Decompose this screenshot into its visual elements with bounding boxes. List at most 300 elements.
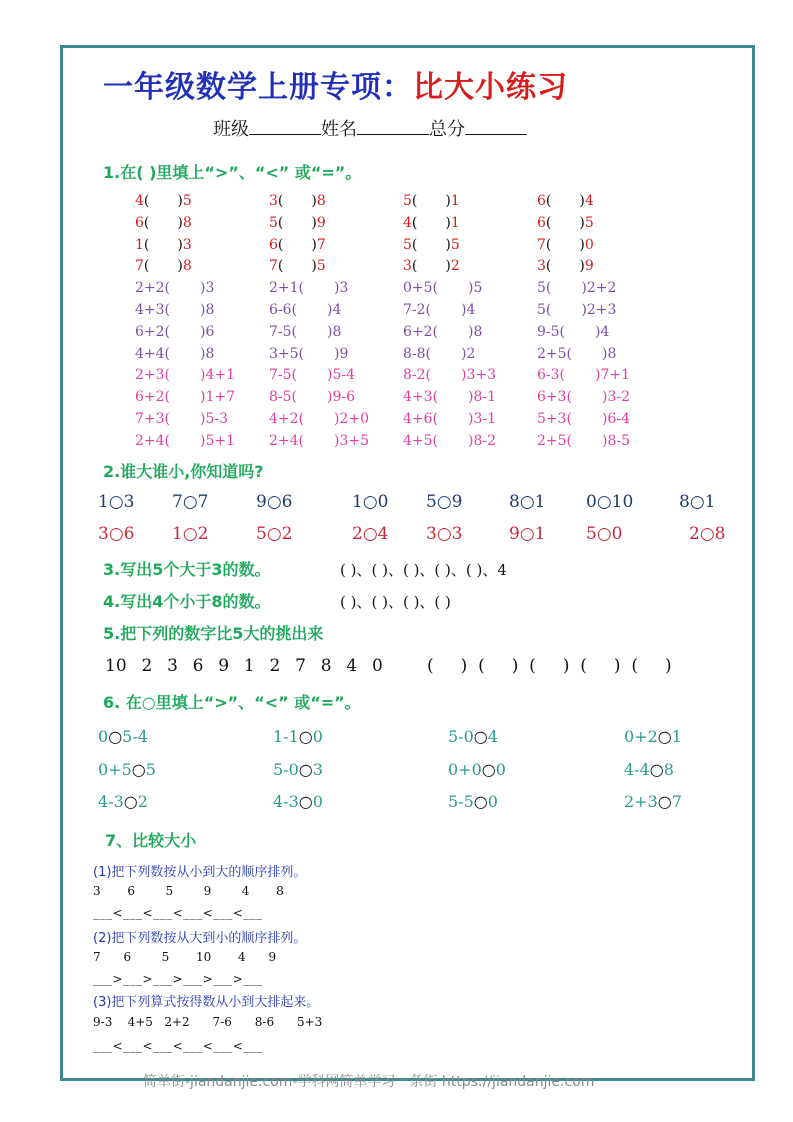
open-paren: ( [545, 280, 552, 297]
right-operand: 2 [466, 345, 476, 362]
comparison-item [537, 411, 630, 427]
section-4-heading: 4.写出4个小于8的数。 [103, 592, 271, 611]
title-main: 一年级数学上册专项： [103, 70, 413, 105]
right-operand: 1 [450, 214, 460, 231]
q2-answer-line[interactable]: ___>___>___>___>___>___ [93, 972, 263, 986]
comparison-item [269, 433, 369, 449]
left-operand: 7-5 [269, 323, 292, 340]
left-operand: 4+4 [135, 345, 165, 362]
left-operand: 6 [135, 214, 144, 231]
close-paren: ) [177, 193, 183, 209]
close-paren: ) [602, 345, 608, 362]
close-paren: ) [445, 236, 451, 253]
open-paren: ( [545, 236, 552, 253]
left-operand: 3 [269, 193, 278, 209]
answer-circle[interactable]: ○ [108, 727, 123, 746]
comparison-item [403, 367, 496, 383]
right-operand: 8 [316, 193, 326, 209]
comparison-item [403, 433, 496, 449]
close-paren: ) [468, 389, 474, 406]
open-paren: ( [432, 323, 439, 340]
answer-circle[interactable]: ○ [473, 727, 488, 746]
left-operand: 4 [135, 193, 144, 209]
circle-compare-item [509, 492, 546, 512]
close-paren: ) [200, 302, 206, 318]
left-number: 8 [679, 492, 690, 512]
right-operand: 8 [332, 323, 342, 340]
comparison-item [269, 411, 369, 427]
comparison-item [269, 346, 348, 362]
close-paren: ) [602, 432, 608, 449]
open-paren: ( [277, 214, 284, 231]
comparison-item [403, 215, 460, 231]
left-operand: 6-3 [537, 367, 560, 384]
section-2-heading: 2.谁大谁小,你知道吗? [103, 462, 264, 481]
circle-compare-item [98, 524, 135, 544]
left-operand: 2+4 [135, 432, 165, 449]
right-operand: 2+2 [586, 280, 617, 297]
circle-compare-item [352, 492, 389, 512]
left-operand: 4+3 [135, 302, 165, 318]
comparison-item [135, 237, 192, 253]
answer-circle[interactable]: ○ [362, 492, 378, 512]
open-paren: ( [432, 432, 439, 449]
right-expression: 1 [671, 727, 682, 746]
right-operand: 9 [316, 214, 326, 231]
left-operand: 6+2 [135, 323, 165, 340]
q1-answer-line[interactable]: ___<___<___<___<___<___ [93, 906, 263, 920]
right-number: 9 [451, 492, 463, 512]
name-blank[interactable] [357, 118, 429, 135]
score-blank[interactable] [465, 118, 527, 135]
left-operand: 7 [269, 258, 278, 275]
answer-circle[interactable]: ○ [649, 759, 664, 779]
comparison-item [403, 411, 496, 427]
page-title [103, 62, 568, 106]
right-number: 1 [534, 492, 546, 512]
right-number: 6 [123, 524, 135, 544]
right-operand: 4+1 [205, 367, 236, 384]
title-topic: 比大小练习 [413, 70, 568, 105]
section-5-numbers: 10 2 3 6 9 1 2 7 8 4 0 [105, 656, 383, 676]
right-operand: 1+7 [205, 389, 236, 406]
answer-circle[interactable]: ○ [699, 524, 715, 544]
left-operand: 2+4 [269, 432, 299, 449]
open-paren: ( [143, 193, 150, 209]
left-operand: 1 [135, 236, 144, 253]
right-operand: 4 [332, 302, 342, 318]
left-expression: 4-3 [98, 792, 124, 811]
comparison-item [403, 280, 482, 296]
left-number: 5 [256, 524, 267, 544]
left-operand: 4+3 [403, 389, 433, 406]
left-operand: 5 [403, 236, 412, 253]
open-paren: ( [298, 411, 305, 427]
right-number: 8 [714, 524, 726, 544]
close-paren: ) [602, 411, 608, 427]
close-paren: ) [468, 432, 474, 449]
right-operand: 5-4 [332, 367, 356, 384]
answer-circle[interactable]: ○ [108, 492, 124, 512]
right-operand: 2+0 [339, 411, 370, 427]
right-expression: 0 [312, 727, 323, 746]
right-operand: 5-3 [205, 411, 229, 427]
left-operand: 7-5 [269, 367, 292, 384]
right-number: 4 [377, 524, 389, 544]
open-paren: ( [545, 302, 552, 318]
right-operand: 5 [473, 280, 483, 297]
answer-circle[interactable]: ○ [436, 524, 452, 544]
open-paren: ( [545, 214, 552, 231]
answer-circle[interactable]: ○ [596, 524, 612, 544]
answer-circle[interactable]: ○ [298, 759, 313, 779]
class-label: 班级 [213, 119, 249, 140]
answer-circle[interactable]: ○ [657, 792, 672, 811]
comparison-item [403, 389, 496, 405]
open-paren: ( [566, 411, 573, 427]
section-3-answers[interactable]: ( )、( )、( )、( )、( )、4 [340, 561, 507, 579]
right-number: 1 [534, 524, 546, 544]
comparison-item [135, 193, 192, 209]
answer-circle[interactable]: ○ [182, 492, 198, 512]
left-number: 2 [689, 524, 700, 544]
close-paren: ) [468, 411, 474, 427]
circle-compare-item [273, 727, 323, 746]
open-paren: ( [566, 389, 573, 406]
right-operand: 7+1 [600, 367, 631, 384]
q3-items: 9-3 4+5 2+2 7-6 8-6 5+3 [93, 1015, 323, 1029]
open-paren: ( [291, 302, 298, 318]
right-operand: 5 [450, 236, 460, 253]
comparison-item [135, 433, 235, 449]
right-expression: 0 [487, 792, 498, 811]
left-operand: 6 [537, 193, 546, 209]
left-expression: 5-0 [273, 759, 299, 779]
open-paren: ( [411, 258, 418, 275]
left-number: 3 [426, 524, 437, 544]
right-expression: 8 [663, 759, 674, 779]
close-paren: ) [327, 389, 333, 406]
close-paren: ) [200, 367, 206, 384]
left-operand: 6 [537, 214, 546, 231]
left-operand: 3 [403, 258, 412, 275]
right-number: 2 [281, 524, 293, 544]
left-operand: 7 [537, 236, 546, 253]
left-expression: 4-3 [273, 792, 299, 811]
open-paren: ( [425, 302, 432, 318]
circle-compare-item [448, 760, 506, 779]
section-5-blanks[interactable]: ( ) ( ) ( ) ( ) ( ) [427, 656, 672, 676]
q1-items: 3 6 5 9 4 8 [93, 884, 284, 898]
right-operand: 9 [339, 345, 349, 362]
left-expression: 0 [98, 727, 109, 746]
name-label: 姓名 [321, 119, 357, 140]
left-operand: 2+1 [269, 280, 299, 297]
left-operand: 3+5 [269, 345, 299, 362]
right-operand: 7 [316, 236, 326, 253]
left-operand: 7+3 [135, 411, 165, 427]
right-number: 0 [611, 524, 623, 544]
open-paren: ( [566, 432, 573, 449]
close-paren: ) [579, 214, 585, 231]
answer-circle[interactable]: ○ [596, 492, 612, 512]
q2-items: 7 6 5 10 4 9 [93, 950, 277, 964]
close-paren: ) [334, 432, 340, 449]
close-paren: ) [200, 411, 206, 427]
left-operand: 8-5 [269, 389, 292, 406]
right-expression: 0 [495, 759, 506, 779]
open-paren: ( [164, 302, 171, 318]
circle-compare-item [448, 792, 498, 811]
close-paren: ) [461, 367, 467, 384]
left-expression: 4-4 [624, 759, 650, 779]
comparison-item [537, 193, 594, 209]
answer-circle[interactable]: ○ [519, 492, 535, 512]
right-operand: 8 [607, 345, 617, 362]
open-paren: ( [277, 258, 284, 275]
right-operand: 8 [182, 258, 192, 275]
close-paren: ) [334, 280, 340, 297]
open-paren: ( [277, 193, 284, 209]
section-3-heading: 3.写出5个大于3的数。 [103, 560, 271, 579]
left-operand: 5 [537, 280, 546, 297]
left-number: 3 [98, 524, 109, 544]
close-paren: ) [445, 258, 451, 275]
section-1-heading: 1.在( )里填上“>”、“<” 或“=”。 [103, 163, 362, 182]
comparison-item [269, 215, 326, 231]
q3-answer-line[interactable]: ___<___<___<___<___<___ [93, 1039, 263, 1053]
comparison-item [403, 237, 460, 253]
left-operand: 5+3 [537, 411, 567, 427]
close-paren: ) [595, 323, 601, 340]
right-operand: 3+5 [339, 432, 370, 449]
circle-compare-item [624, 792, 682, 811]
left-number: 9 [256, 492, 267, 512]
right-number: 10 [611, 492, 634, 512]
circle-compare-item [98, 792, 148, 811]
close-paren: ) [200, 432, 206, 449]
comparison-item [135, 411, 228, 427]
right-operand: 5+1 [205, 432, 236, 449]
answer-circle[interactable]: ○ [436, 492, 452, 512]
left-operand: 8-8 [403, 345, 426, 362]
comparison-item [537, 367, 630, 383]
circle-compare-item [98, 727, 148, 746]
answer-circle[interactable]: ○ [481, 759, 496, 779]
open-paren: ( [559, 323, 566, 340]
right-operand: 2 [450, 258, 460, 275]
left-operand: 3 [537, 258, 546, 275]
right-expression: 5-4 [122, 727, 148, 746]
left-operand: 9-5 [537, 323, 560, 340]
answer-circle[interactable]: ○ [123, 792, 138, 811]
answer-circle[interactable]: ○ [182, 524, 198, 544]
section-6-heading: 6. 在○里填上“>”、“<” 或“=”。 [103, 693, 361, 712]
circle-compare-item [352, 524, 389, 544]
open-paren: ( [432, 280, 439, 297]
left-expression: 1-1 [273, 727, 299, 746]
left-number: 1 [172, 524, 183, 544]
comparison-item [403, 302, 475, 318]
answer-circle[interactable]: ○ [266, 524, 282, 544]
right-number: 2 [197, 524, 209, 544]
answer-circle[interactable]: ○ [298, 792, 313, 811]
open-paren: ( [411, 193, 418, 209]
close-paren: ) [581, 280, 587, 297]
q3-label: (3)把下列算式按得数从小到大排起来。 [93, 995, 320, 1010]
right-operand: 3 [182, 236, 192, 253]
right-number: 7 [197, 492, 209, 512]
left-number: 5 [426, 492, 437, 512]
comparison-item [537, 389, 630, 405]
comparison-item [135, 367, 235, 383]
circle-compare-item [624, 760, 674, 779]
open-paren: ( [425, 367, 432, 384]
close-paren: ) [200, 345, 206, 362]
left-operand: 2+2 [135, 280, 165, 297]
left-operand: 2+3 [135, 367, 165, 384]
left-expression: 5-5 [448, 792, 474, 811]
comparison-item [135, 302, 214, 318]
open-paren: ( [425, 345, 432, 362]
comparison-item [269, 280, 348, 296]
comparison-item [537, 280, 616, 296]
left-number: 5 [586, 524, 597, 544]
left-operand: 2+5 [537, 345, 567, 362]
right-expression: 3 [312, 759, 323, 779]
open-paren: ( [164, 367, 171, 384]
circle-compare-item [172, 492, 209, 512]
left-number: 1 [352, 492, 363, 512]
comparison-item [135, 280, 214, 296]
open-paren: ( [164, 389, 171, 406]
circle-compare-item [624, 727, 682, 746]
right-operand: 5 [182, 193, 192, 209]
right-operand: 9-6 [332, 389, 356, 406]
close-paren: ) [445, 193, 451, 209]
close-paren: ) [327, 302, 333, 318]
left-operand: 6+2 [403, 323, 433, 340]
comparison-item [269, 389, 355, 405]
circle-compare-item [586, 492, 633, 512]
left-operand: 4 [403, 214, 412, 231]
answer-circle[interactable]: ○ [266, 492, 282, 512]
close-paren: ) [581, 302, 587, 318]
right-operand: 8 [205, 345, 215, 362]
q2-label: (2)把下列数按从大到小的顺序排列。 [93, 931, 307, 946]
left-operand: 0+5 [403, 280, 433, 297]
close-paren: ) [177, 214, 183, 231]
close-paren: ) [468, 280, 474, 297]
circle-compare-item [679, 492, 716, 512]
right-number: 1 [704, 492, 716, 512]
right-number: 6 [281, 492, 293, 512]
answer-circle[interactable]: ○ [519, 524, 535, 544]
close-paren: ) [461, 302, 467, 318]
right-operand: 8-5 [607, 432, 631, 449]
right-operand: 5 [316, 258, 326, 275]
answer-circle[interactable]: ○ [362, 524, 378, 544]
left-operand: 4+5 [403, 432, 433, 449]
open-paren: ( [164, 323, 171, 340]
comparison-item [135, 324, 214, 340]
right-operand: 1 [450, 193, 460, 209]
open-paren: ( [432, 389, 439, 406]
comparison-item [537, 302, 616, 318]
right-operand: 3 [339, 280, 349, 297]
circle-compare-item [426, 524, 463, 544]
close-paren: ) [311, 236, 317, 253]
answer-circle[interactable]: ○ [108, 524, 124, 544]
comparison-item [537, 346, 616, 362]
close-paren: ) [311, 258, 317, 275]
comparison-item [537, 258, 594, 274]
footer-watermark: 简单街-jiandanjie.com-学科网简单学习一条街 https://jiandanjie.com [143, 1074, 595, 1090]
open-paren: ( [164, 411, 171, 427]
left-expression: 5-0 [448, 727, 474, 746]
comparison-item [135, 389, 235, 405]
right-operand: 3-1 [473, 411, 497, 427]
right-expression: 0 [312, 792, 323, 811]
comparison-item [403, 258, 460, 274]
close-paren: ) [311, 214, 317, 231]
class-blank[interactable] [249, 118, 321, 135]
left-number: 7 [172, 492, 183, 512]
right-operand: 8 [473, 323, 483, 340]
answer-circle[interactable]: ○ [473, 792, 488, 811]
comparison-item [537, 215, 594, 231]
section-4-answers[interactable]: ( )、( )、( )、( ) [340, 593, 451, 611]
left-expression: 0+2 [624, 727, 658, 746]
circle-compare-item [256, 524, 293, 544]
comparison-item [403, 346, 475, 362]
close-paren: ) [461, 345, 467, 362]
answer-circle[interactable]: ○ [298, 727, 313, 746]
circle-compare-item [273, 792, 323, 811]
right-operand: 5 [584, 214, 594, 231]
close-paren: ) [327, 323, 333, 340]
answer-circle[interactable]: ○ [689, 492, 705, 512]
left-operand: 4+6 [403, 411, 433, 427]
open-paren: ( [559, 367, 566, 384]
left-expression: 0+0 [448, 759, 482, 779]
left-number: 1 [98, 492, 109, 512]
comparison-item [269, 302, 341, 318]
right-number: 0 [377, 492, 389, 512]
answer-circle[interactable]: ○ [131, 759, 146, 779]
open-paren: ( [411, 236, 418, 253]
left-operand: 5 [269, 214, 278, 231]
circle-compare-item [448, 727, 498, 746]
left-operand: 5 [537, 302, 546, 318]
comparison-item [269, 258, 326, 274]
answer-circle[interactable]: ○ [657, 727, 672, 746]
right-operand: 3+3 [466, 367, 497, 384]
close-paren: ) [579, 236, 585, 253]
right-expression: 7 [671, 792, 682, 811]
comparison-item [537, 237, 594, 253]
comparison-item [135, 215, 192, 231]
close-paren: ) [334, 411, 340, 427]
close-paren: ) [200, 323, 206, 340]
section-5-heading: 5.把下列的数字比5大的挑出来 [103, 624, 324, 643]
comparison-item [403, 324, 482, 340]
close-paren: ) [468, 323, 474, 340]
left-operand: 6+3 [537, 389, 567, 406]
right-operand: 6 [205, 323, 215, 340]
right-operand: 8-1 [473, 389, 497, 406]
open-paren: ( [298, 345, 305, 362]
